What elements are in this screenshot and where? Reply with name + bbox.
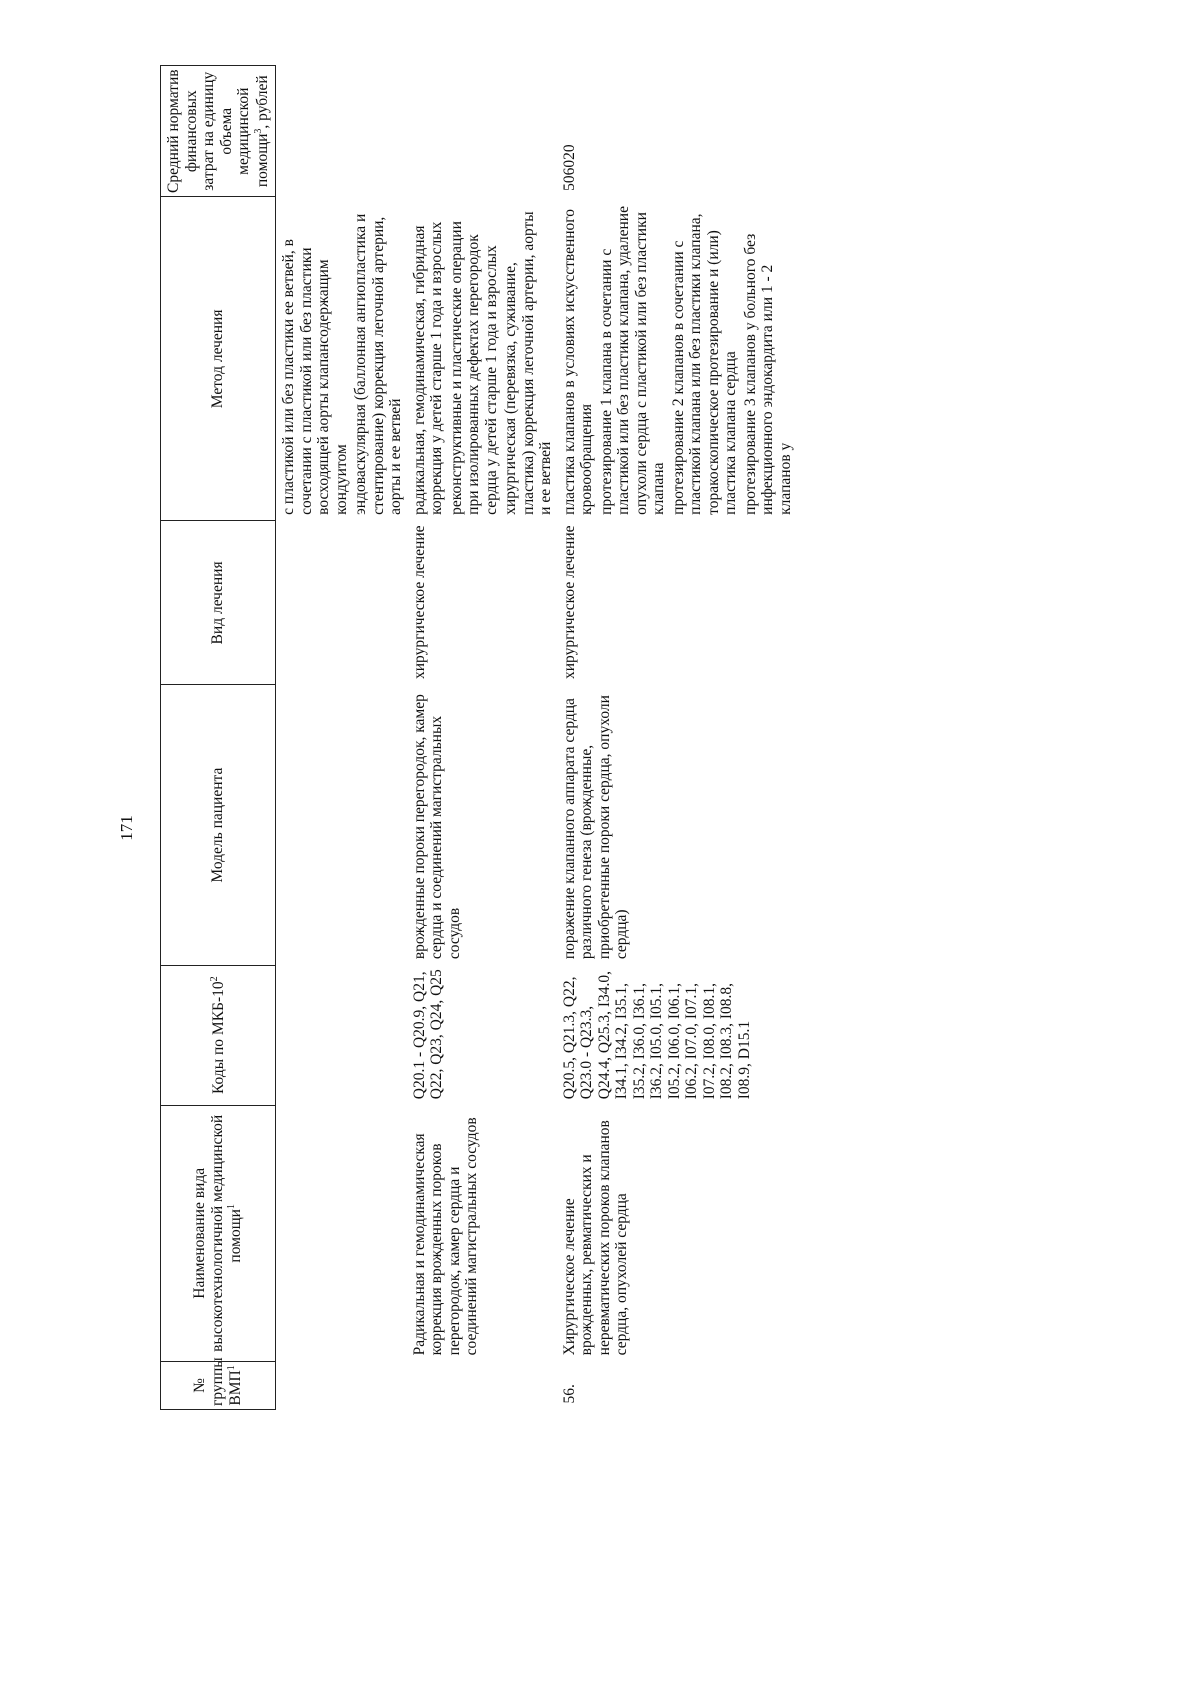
cell-treatment-type <box>276 521 409 685</box>
cell-norm <box>409 66 559 197</box>
header-norm: Средний норматив финансовых затрат на единицу объема медицинской помощи$^3$, рублей <box>161 66 276 197</box>
cell-number: 56. <box>560 1384 578 1404</box>
rotated-table-container <box>160 65 1072 1410</box>
method-item: эндоваскулярная (баллонная ангиопластика и стентирование) коррекция легочной артерии, аорты и ее ветвей <box>352 213 405 515</box>
cell-methods <box>559 197 799 521</box>
cell-model: врожденные пороки перегородок, камер сердца и соединений магистральных сосудов <box>410 694 463 960</box>
cell-methods <box>409 197 559 521</box>
header-treatment-type: Вид лечения <box>161 521 276 685</box>
table-header-row <box>161 66 276 1410</box>
header-group-no: № группы ВМП$^1$ <box>161 1361 276 1409</box>
method-item: протезирование 1 клапана в сочетании с пластикой или без пластики клапана, удаление опухоли сердца с пластикой или без пластики клапана <box>597 206 668 515</box>
cell-number <box>276 1361 409 1409</box>
cell-treatment-type: хирургическое лечение <box>410 525 428 679</box>
method-item: с пластикой или без пластики ее ветвей, в сочетании с пластикой или без пластики восходящей аорты клапансодержащим кондуитом <box>280 239 350 515</box>
method-item: пластика клапанов в условиях искусственного кровообращения <box>560 208 596 515</box>
header-codes: Коды по МКБ-$10^2$ <box>161 965 276 1105</box>
cell-methods <box>276 197 409 521</box>
cell-codes <box>276 965 409 1105</box>
cell-norm <box>276 66 409 197</box>
cell-model <box>276 685 409 965</box>
method-item: хирургическая (перевязка, суживание, пластика) коррекция легочной артерии, аорты и ее ветвей <box>502 211 555 515</box>
method-item: протезирование 3 клапанов у больного без инфекционного эндокардита или 1 - 2 клапанов у <box>741 233 794 515</box>
page-number: 171 <box>116 815 136 841</box>
method-item: радикальная, гемодинамическая, гибридная коррекция у детей старше 1 года и взрослых <box>410 221 446 515</box>
cell-norm: 506020 <box>560 144 578 191</box>
cell-model: поражение клапанного аппарата сердца различного генеза (врожденные, приобретенные пороки сердца, опухоли сердца) <box>560 695 631 960</box>
header-name: Наименование вида высокотехнологичной медицинской помощи$^1$ <box>161 1105 276 1361</box>
table-row <box>276 66 409 1410</box>
cell-codes: Q20.1 - Q20.9, Q21, Q22, Q23, Q24, Q25 <box>410 969 446 1100</box>
cell-name <box>276 1105 409 1361</box>
vmp-table <box>160 65 798 1410</box>
method-item: протезирование 2 клапанов в сочетании с пластикой клапана или без пластики клапана, торакоскопическое протезирование и (или) пластика клапана сердца <box>669 213 740 515</box>
header-method: Метод лечения <box>161 197 276 521</box>
cell-codes: Q20.5, Q21.3, Q22, Q23.0 - Q23.3, Q24.4, Q25.3, I34.0, I34.1, I34.2, I35.1, I35.2, I36.0, I36.1, I36.2, I05.0, I05.1, I05.2, I06.0, I06.1, I06.2, I07.0, I07.1, I07.2, I08.0, I08.1, I08.2, I08.3, I08.8, I08.9, D15.1 <box>560 970 753 1100</box>
table-row <box>559 66 799 1410</box>
table-row <box>409 66 559 1410</box>
method-item: реконструктивные и пластические операции при изолированных дефектах перегородок сердца у детей старше 1 года и взрослых <box>447 221 500 515</box>
cell-treatment-type: хирургическое лечение <box>560 525 578 679</box>
cell-name: Радикальная и гемодинамическая коррекция врожденных пороков перегородок, камер сердца и соединений магистральных сосудов <box>410 1117 481 1356</box>
cell-name: Хирургическое лечение врожденных, ревматических и неревматических пороков клапанов сердца, опухолей сердца <box>560 1120 631 1356</box>
cell-number <box>409 1361 559 1409</box>
header-model: Модель пациента <box>161 685 276 965</box>
